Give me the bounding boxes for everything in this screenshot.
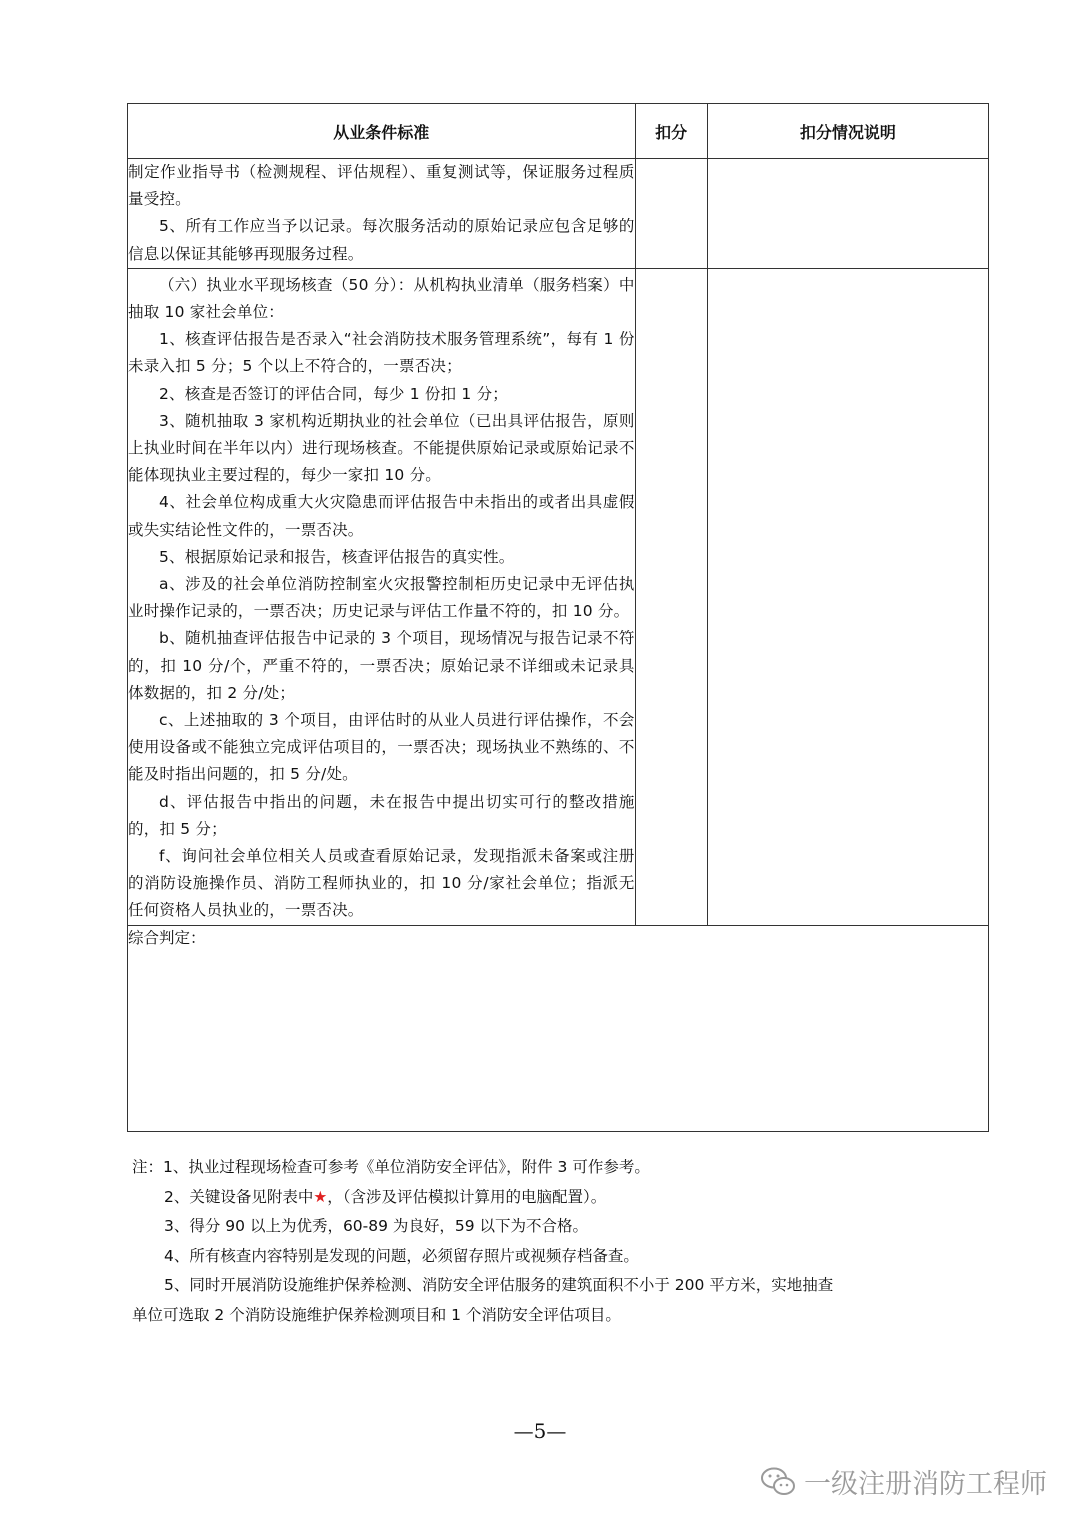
star-icon: ★ bbox=[313, 1187, 328, 1206]
note-4: 4、所有核查内容特别是发现的问题，必须留存照片或视频存档备查。 bbox=[164, 1246, 639, 1265]
standard-text-line: d、评估报告中指出的问题，未在报告中提出切实可行的整改措施的，扣 5 分； bbox=[128, 792, 635, 838]
judgement-label: 综合判定： bbox=[128, 925, 989, 1131]
note-2-text: 2、关键设备见附表中 bbox=[164, 1187, 314, 1206]
watermark-text: 一级注册消防工程师 bbox=[804, 1469, 1047, 1500]
note-1: 注：1、执业过程现场检查可参考《单位消防安全评估》，附件 3 可作参考。 bbox=[132, 1158, 650, 1176]
note-5-continued: 单位可选取 2 个消防设施维护保养检测项目和 1 个消防安全评估项目。 bbox=[132, 1305, 621, 1324]
deduction-note-cell bbox=[707, 159, 988, 269]
wechat-icon bbox=[760, 1466, 796, 1498]
note-3: 3、得分 90 以上为优秀，60-89 为良好，59 以下为不合格。 bbox=[164, 1217, 589, 1235]
standard-text-line: 4、社会单位构成重大火灾隐患而评估报告中未指出的或者出具虚假或失实结论性文件的，一票否决。 bbox=[128, 493, 635, 539]
page-number: —5— bbox=[513, 1419, 567, 1443]
deduction-cell bbox=[635, 159, 707, 269]
standard-text-line: b、随机抽查评估报告中记录的 3 个项目，现场情况与报告记录不符的，扣 10 分/个，严重不符的，一票否决；原始记录不详细或未记录具体数据的，扣 2 分/处； bbox=[128, 629, 635, 702]
judgement-row bbox=[128, 925, 989, 1131]
deduction-note-cell bbox=[707, 268, 988, 925]
standard-text-line: 5、所有工作应当予以记录。每次服务活动的原始记录应包含足够的信息以保证其能够再现服务过程。 bbox=[128, 217, 635, 263]
table-row bbox=[128, 268, 989, 925]
standard-text-line: c、上述抽取的 3 个项目，由评估时的从业人员进行评估操作，不会使用设备或不能独立完成评估项目的，一票否决；现场执业不熟练的、不能及时指出问题的，扣 5 分/处。 bbox=[128, 711, 635, 784]
standard-cell bbox=[128, 268, 636, 925]
header-deduction-note: 扣分情况说明 bbox=[707, 104, 988, 159]
standard-text-line: （六）执业水平现场核查（50 分）：从机构执业清单（服务档案）中抽取 10 家社会单位： bbox=[128, 275, 635, 322]
standard-text-line: 2、核查是否签订的评估合同，每少 1 份扣 1 分； bbox=[159, 384, 508, 403]
note-2 bbox=[132, 1183, 952, 1213]
notes-section bbox=[132, 1153, 952, 1330]
table-header-row bbox=[128, 104, 989, 159]
deduction-cell bbox=[635, 268, 707, 925]
standard-text-line: 制定作业指导书（检测规程、评估规程）、重复测试等，保证服务过程质量受控。 bbox=[128, 163, 635, 209]
assessment-table bbox=[127, 103, 989, 1132]
standard-text-line: 1、核查评估报告是否录入“社会消防技术服务管理系统”，每有 1 份未录入扣 5 分；5 个以上不符合的，一票否决； bbox=[128, 330, 635, 376]
standard-cell bbox=[128, 159, 636, 269]
note-5: 5、同时开展消防设施维护保养检测、消防安全评估服务的建筑面积不小于 200 平方米，实地抽查 bbox=[164, 1276, 834, 1294]
standard-text-line: 5、根据原始记录和报告，核查评估报告的真实性。 bbox=[159, 547, 515, 566]
standard-text-line: a、涉及的社会单位消防控制室火灾报警控制柜历史记录中无评估执业时操作记录的，一票否决；历史记录与评估工作量不符的，扣 10 分。 bbox=[128, 575, 635, 621]
table-row bbox=[128, 159, 989, 269]
header-standard: 从业条件标准 bbox=[128, 104, 636, 159]
standard-text-line: f、询问社会单位相关人员或查看原始记录，发现指派未备案或注册的消防设施操作员、消防工程师执业的，扣 10 分/家社会单位；指派无任何资格人员执业的，一票否决。 bbox=[128, 847, 635, 920]
watermark bbox=[760, 1462, 1047, 1501]
header-deduction: 扣分 bbox=[635, 104, 707, 159]
standard-text-line: 3、随机抽取 3 家机构近期执业的社会单位（已出具评估报告，原则上执业时间在半年以内）进行现场核查。不能提供原始记录或原始记录不能体现执业主要过程的，每少一家扣 10 分。 bbox=[128, 411, 635, 485]
note-2-tail: ，（含涉及评估模拟计算用的电脑配置）。 bbox=[327, 1187, 607, 1206]
